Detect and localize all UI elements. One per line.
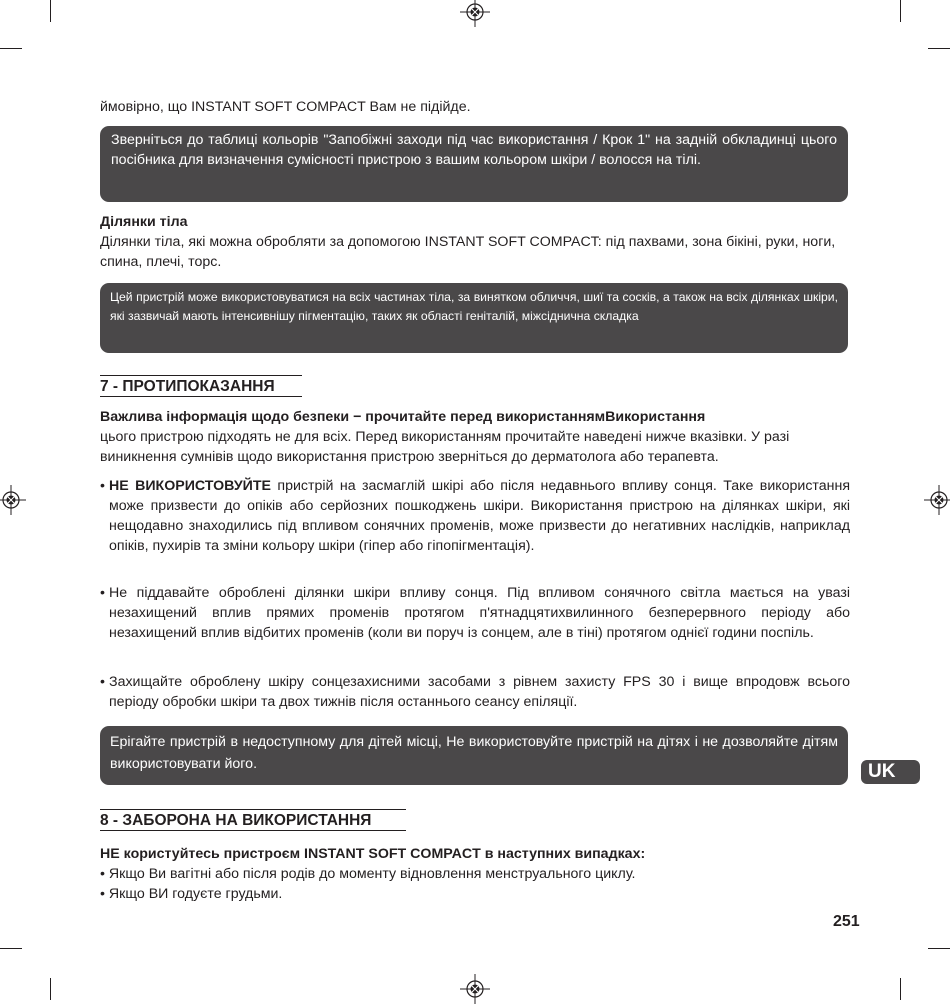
- bullet-text: пристрій на засмаглій шкірі або після недавнього впливу сонця. Таке використання може призвести до опіків або серйозних пошкоджень шкіри. Використання пристрою на ділянках шкіри, які нещодавно знаходились під впливом сонячних променів, може призвести до негативних наслідків, наприклад опіків, пухирів та зміни кольору шкіри (гіпер або гіпопігментація).: [109, 478, 851, 554]
- section-8-heading: 8 - ЗАБОРОНА НА ВИКОРИСТАННЯ: [100, 809, 406, 831]
- bullet-bold: НЕ ВИКОРИСТОВУЙТЕ: [109, 478, 272, 494]
- body-areas-block: [100, 212, 850, 272]
- bullet-symbol: •: [100, 478, 105, 494]
- registration-mark-icon: [924, 485, 950, 515]
- note-text: Зверніться до таблиці кольорів "Запобіжні заходи під час використання / Крок 1" на задній обкладинці цього посібника для визначення сумісності пристрою з вашим кольором шкіри / волосся на тілі.: [111, 132, 837, 168]
- bullet-symbol: •: [100, 674, 105, 690]
- safety-info-heading: Важлива інформація щодо безпеки − прочитайте перед використаннямВикористання: [100, 409, 706, 425]
- list-item: • Якщо ВИ годуєте грудьми.: [100, 886, 283, 902]
- crop-mark: [900, 0, 901, 22]
- crop-mark: [928, 948, 950, 949]
- language-tab: UK: [861, 760, 920, 784]
- crop-mark: [50, 978, 51, 1000]
- crop-mark: [900, 978, 901, 1000]
- registration-mark-icon: [0, 485, 26, 515]
- bullet-symbol: •: [100, 585, 105, 601]
- note-text: Ерігайте пристрій в недоступному для дітей місці, Не використовуйте пристрій на дітях і не дозволяйте дітям використовувати його.: [110, 734, 838, 772]
- bullet-text: Захищайте оброблену шкіру сонцезахисними засобами з рівнем захисту FPS 30 і вище впродовж всього періоду обробки шкіри та двох тижнів після останнього сеансу епіляції.: [109, 674, 850, 710]
- bullet-text: Не піддавайте оброблені ділянки шкіри впливу сонця. Під впливом сонячного світла мається на увазі незахищений вплив прямих променів протягом п'ятнадцятихвилинного безперервного періоду або незахищений вплив відбитих променів (коли ви поруч із сонцем, але в тіні) протягом однієї години поспіль.: [109, 585, 850, 641]
- body-areas-text: Ділянки тіла, які можна обробляти за допомогою INSTANT SOFT COMPACT: під пахвами, зона бікіні, руки, ноги, спина, плечі, торс.: [100, 234, 836, 270]
- section-8-body: [100, 844, 850, 904]
- crop-mark: [50, 0, 51, 22]
- note-box-color-chart: [100, 126, 848, 202]
- registration-mark-icon: [460, 0, 490, 27]
- crop-mark: [0, 48, 22, 49]
- list-item: [100, 672, 850, 712]
- section-7-heading: 7 - ПРОТИПОКАЗАННЯ: [100, 375, 302, 397]
- safety-info-text: цього пристрою підходять не для всіх. Перед використанням прочитайте наведені нижче вказівки. У разі виникнення сумнівів щодо використання пристрою зверніться до дерматолога або терапевта.: [100, 429, 790, 465]
- list-item: [100, 583, 850, 643]
- crop-mark: [0, 948, 22, 949]
- list-item: [100, 476, 850, 556]
- intro-text: ймовірно, що INSTANT SOFT COMPACT Вам не підійде.: [100, 99, 471, 115]
- crop-mark: [928, 48, 950, 49]
- page-number: 251: [833, 913, 860, 930]
- section-7-lead: [100, 407, 852, 467]
- list-item: • Якщо Ви вагітні або після родів до моменту відновлення менструального циклу.: [100, 866, 636, 882]
- body-areas-heading: Ділянки тіла: [100, 214, 188, 230]
- note-text: Цей пристрій може використовуватися на всіх частинах тіла, за винятком обличчя, шиї та сосків, а також на всіх ділянках шкіри, які зазвичай мають інтенсивнішу пігментацію, таких як області геніталій, міжсіднична складка: [110, 290, 838, 323]
- section-8-lead: НЕ користуйтесь пристроєм INSTANT SOFT COMPACT в наступних випадках:: [100, 846, 646, 862]
- note-box-exclusions: [100, 283, 848, 353]
- note-box-children: [100, 726, 848, 785]
